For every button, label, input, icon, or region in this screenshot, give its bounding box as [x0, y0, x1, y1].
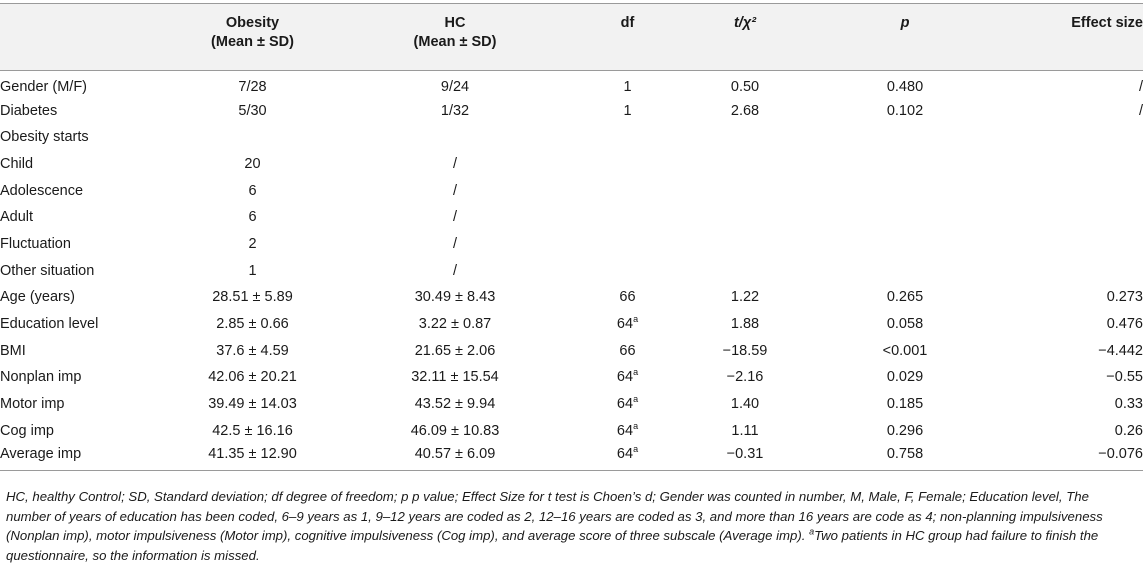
- cell-obesity: 37.6 ± 4.59: [216, 342, 289, 359]
- footnote-main: HC, healthy Control; SD, Standard deviation; df degree of freedom; p p value; Effect Size for t test is Choen’s d; Gender was counted in number, M, Male, F, Female; Education level, The number of years of education has been coded, 6–9 years as 1, 9–12 years are coded as 2, 12–16 years are coded as 3, and more than 16 years are code as 4; non-planning impulsiveness (Nonplan imp), motor impulsiveness (Motor imp), cognitive impulsiveness (Cog imp), and average score of three subscale (Average imp).: [6, 489, 1103, 543]
- table-row: [0, 177, 1143, 204]
- row-label: Age (years): [0, 289, 75, 306]
- cell-df: [590, 444, 665, 471]
- header-hc: [320, 4, 590, 71]
- cell-df: [590, 311, 665, 338]
- table-row: [0, 124, 1143, 151]
- cell-t: [665, 257, 825, 284]
- statistics-table: [0, 3, 1143, 471]
- cell-df: [590, 204, 665, 231]
- cell-hc: 30.49 ± 8.43: [414, 289, 496, 306]
- cell-p: 0.265: [886, 289, 924, 306]
- cell-p: 0.102: [886, 102, 924, 119]
- cell-df-footnote-marker: a: [633, 367, 639, 378]
- header-t-chi: t/χ²: [665, 4, 825, 71]
- cell-df: [590, 364, 665, 391]
- header-df: df: [590, 4, 665, 71]
- cell-df-value: 64: [616, 422, 634, 439]
- cell-t: [665, 231, 825, 258]
- cell-hc: 9/24: [440, 79, 470, 96]
- table-body: [0, 71, 1143, 471]
- cell-hc: /: [452, 182, 458, 199]
- table-row: [0, 391, 1143, 418]
- cell-obesity: 28.51 ± 5.89: [212, 289, 293, 306]
- cell-p: [825, 177, 985, 204]
- cell-p: 0.029: [886, 369, 924, 386]
- cell-effect: −4.442: [1098, 342, 1143, 359]
- cell-effect: 0.26: [1114, 422, 1143, 439]
- cell-p: 0.758: [825, 444, 985, 471]
- cell-p: [825, 124, 985, 151]
- cell-hc: /: [452, 155, 458, 172]
- cell-p: 0.185: [886, 396, 924, 413]
- table-row: [0, 444, 1143, 471]
- table-row: [0, 257, 1143, 284]
- cell-hc: 21.65 ± 2.06: [414, 342, 496, 359]
- cell-obesity: 7/28: [238, 79, 267, 96]
- cell-obesity: 42.5 ± 16.16: [212, 422, 293, 439]
- cell-t: −18.59: [722, 342, 768, 359]
- cell-p: 0.058: [886, 316, 924, 333]
- header-effect-size: Effect size: [985, 4, 1143, 71]
- cell-hc: 46.09 ± 10.83: [410, 422, 500, 439]
- cell-effect: /: [1138, 102, 1143, 119]
- cell-t: [665, 177, 825, 204]
- table-footnote: [6, 487, 1136, 565]
- cell-effect: 0.273: [1106, 289, 1143, 306]
- header-hc-line1: HC: [444, 15, 466, 31]
- footnote-note: Two patients in HC group had failure to finish the questionnaire, so the information is missed.: [6, 528, 1099, 563]
- cell-effect: −0.076: [985, 444, 1143, 471]
- cell-obesity: 39.49 ± 14.03: [208, 396, 297, 413]
- table-row: [0, 337, 1143, 364]
- cell-hc: 43.52 ± 9.94: [414, 396, 496, 413]
- cell-df: [590, 71, 665, 98]
- table-row: [0, 71, 1143, 98]
- cell-df-footnote-marker: a: [633, 444, 639, 455]
- cell-obesity: 1: [248, 262, 257, 279]
- cell-p: [825, 204, 985, 231]
- cell-df: [590, 177, 665, 204]
- cell-df: [590, 151, 665, 178]
- cell-obesity: 2: [248, 235, 257, 252]
- cell-effect: [985, 257, 1143, 284]
- cell-hc: 40.57 ± 6.09: [320, 444, 590, 471]
- row-label: Adolescence: [0, 182, 84, 199]
- cell-effect: 0.33: [1114, 396, 1143, 413]
- row-label: Education level: [0, 316, 99, 333]
- cell-df: [590, 337, 665, 364]
- cell-t: 2.68: [730, 102, 760, 119]
- cell-obesity: 42.06 ± 20.21: [208, 369, 297, 386]
- cell-df-value: 66: [619, 342, 636, 359]
- row-label: Diabetes: [0, 102, 58, 119]
- table-row: [0, 311, 1143, 338]
- cell-df: [590, 231, 665, 258]
- row-label: Obesity starts: [0, 129, 89, 146]
- cell-p: [825, 257, 985, 284]
- table-row: [0, 417, 1143, 444]
- cell-obesity: 41.35 ± 12.90: [185, 444, 320, 471]
- row-label: Nonplan imp: [0, 369, 82, 386]
- cell-t: 0.50: [730, 79, 760, 96]
- header-obesity-line1: Obesity: [225, 15, 280, 31]
- cell-effect: [985, 231, 1143, 258]
- cell-hc: 1/32: [440, 102, 470, 119]
- cell-p: 0.296: [886, 422, 924, 439]
- cell-df: [590, 417, 665, 444]
- table-row: [0, 97, 1143, 124]
- table-row: [0, 204, 1143, 231]
- row-label: Cog imp: [0, 422, 54, 439]
- table-header-row: [0, 4, 1143, 71]
- header-hc-line2: (Mean ± SD): [413, 34, 497, 50]
- cell-p: [825, 151, 985, 178]
- cell-df: [590, 97, 665, 124]
- cell-df-value: 64: [616, 396, 634, 413]
- cell-obesity: 6: [248, 209, 257, 226]
- cell-obesity: [185, 124, 320, 151]
- table-row: [0, 231, 1143, 258]
- cell-p: [825, 231, 985, 258]
- table-row: [0, 364, 1143, 391]
- cell-t: [665, 204, 825, 231]
- cell-t: −0.31: [665, 444, 825, 471]
- cell-hc: 3.22 ± 0.87: [418, 316, 492, 333]
- cell-df: [590, 124, 665, 151]
- row-label: Average imp: [0, 444, 185, 471]
- cell-t: [665, 151, 825, 178]
- cell-t: 1.11: [731, 422, 759, 439]
- cell-p: <0.001: [882, 342, 928, 359]
- cell-obesity: 20: [244, 155, 261, 172]
- row-label: Gender (M/F): [0, 79, 88, 96]
- cell-effect: [985, 204, 1143, 231]
- header-obesity-line2: (Mean ± SD): [211, 34, 294, 50]
- cell-df-value: 64: [616, 316, 634, 333]
- table-row: [0, 284, 1143, 311]
- cell-effect: /: [1138, 79, 1143, 96]
- cell-hc: /: [452, 235, 458, 252]
- cell-df-value: 66: [619, 289, 636, 306]
- cell-hc: 32.11 ± 15.54: [411, 369, 499, 386]
- row-label: Fluctuation: [0, 235, 71, 252]
- cell-t: −2.16: [726, 369, 764, 386]
- header-p: p: [825, 4, 985, 71]
- cell-t: [665, 124, 825, 151]
- row-label: Motor imp: [0, 396, 65, 413]
- cell-df-footnote-marker: a: [633, 394, 639, 405]
- cell-effect: [985, 151, 1143, 178]
- cell-df-value: 1: [623, 79, 632, 96]
- cell-effect: [985, 124, 1143, 151]
- cell-df: [590, 284, 665, 311]
- cell-obesity: 2.85 ± 0.66: [216, 316, 289, 333]
- cell-df-footnote-marker: a: [633, 314, 639, 325]
- cell-hc: [320, 124, 590, 151]
- cell-t: 1.88: [730, 316, 760, 333]
- cell-df-value: 64: [616, 369, 634, 386]
- cell-df: [590, 257, 665, 284]
- cell-effect: [985, 177, 1143, 204]
- table-row: [0, 151, 1143, 178]
- row-label: Child: [0, 155, 34, 172]
- row-label: Adult: [0, 209, 34, 226]
- cell-effect: 0.476: [1106, 316, 1143, 333]
- row-label: BMI: [0, 342, 26, 359]
- cell-df: [590, 391, 665, 418]
- cell-effect: −0.55: [1106, 369, 1143, 386]
- cell-p: 0.480: [886, 79, 924, 96]
- cell-hc: /: [452, 209, 458, 226]
- cell-hc: /: [452, 262, 458, 279]
- header-label: [0, 4, 185, 71]
- header-obesity: [185, 4, 320, 71]
- cell-t: 1.40: [730, 396, 760, 413]
- cell-df-footnote-marker: a: [633, 420, 639, 431]
- cell-obesity: 5/30: [238, 102, 267, 119]
- footnote-marker: a: [809, 526, 815, 537]
- cell-t: 1.22: [730, 289, 760, 306]
- cell-df-value: 1: [623, 102, 632, 119]
- cell-df-value: 64: [616, 446, 634, 463]
- cell-obesity: 6: [248, 182, 257, 199]
- row-label: Other situation: [0, 262, 95, 279]
